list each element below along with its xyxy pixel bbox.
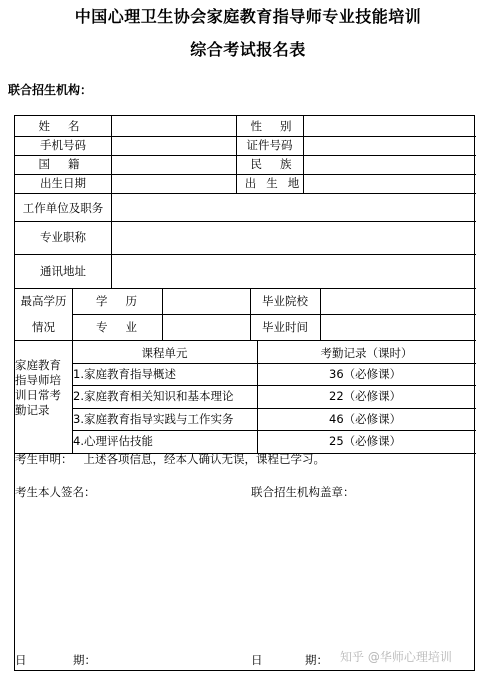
date-label-right: 期： [305, 653, 328, 667]
header-course-unit: 课程单元 [141, 346, 188, 360]
org-seal-label: 联合招生机构盖章： [251, 485, 355, 499]
date-label-left-char: 日 [15, 653, 27, 667]
org-label: 联合招生机构： [8, 83, 93, 97]
label-highest-education: 最高学历 [20, 294, 67, 308]
label-nationality: 国籍 [38, 157, 98, 171]
label-phone: 手机号码 [40, 138, 86, 152]
label-birthplace: 出生地 [244, 176, 310, 190]
label-ethnicity: 民族 [250, 157, 310, 171]
label-gender: 性别 [250, 119, 310, 133]
candidate-signature-label: 考生本人签名： [15, 485, 96, 499]
course-name: 1.家庭教育指导概述 [73, 367, 176, 381]
date-label-left: 期： [73, 653, 96, 667]
label-graduation-time: 毕业时间 [262, 320, 308, 334]
label-address: 通讯地址 [40, 264, 86, 278]
label-major: 专业 [96, 320, 155, 334]
course-hours: 25（必修课） [329, 434, 402, 448]
course-hours: 22（必修课） [329, 389, 402, 403]
label-birth-date: 出生日期 [40, 176, 86, 190]
course-name: 3.家庭教育指导实践与工作实务 [73, 412, 234, 426]
registration-form [14, 115, 475, 671]
candidate-declaration: 考生申明： 上述各项信息，经本人确认无误，课程已学习。 [15, 452, 325, 466]
course-hours: 36（必修课） [329, 367, 402, 381]
label-professional-title: 专业职称 [40, 230, 86, 244]
form-title-line1: 中国心理卫生协会家庭教育指导师专业技能培训 [74, 7, 422, 26]
course-name: 4.心理评估技能 [73, 434, 153, 448]
label-workplace: 工作单位及职务 [22, 201, 104, 215]
form-title-line2: 综合考试报名表 [190, 40, 306, 59]
label-education-status: 情况 [32, 320, 55, 334]
label-attendance-section: 家庭教育指导师培训日常考勤记录 [15, 358, 61, 417]
header-attendance-record: 考勤记录（课时） [320, 346, 413, 360]
watermark: 知乎 @华师心理培训 [340, 650, 452, 664]
course-hours: 46（必修课） [329, 412, 402, 426]
label-name: 姓名 [38, 119, 98, 133]
label-degree: 学历 [96, 294, 155, 308]
label-id-number: 证件号码 [246, 138, 293, 152]
date-label-right-char: 日 [251, 653, 263, 667]
label-school: 毕业院校 [262, 294, 308, 308]
course-name: 2.家庭教育相关知识和基本理论 [73, 389, 234, 403]
